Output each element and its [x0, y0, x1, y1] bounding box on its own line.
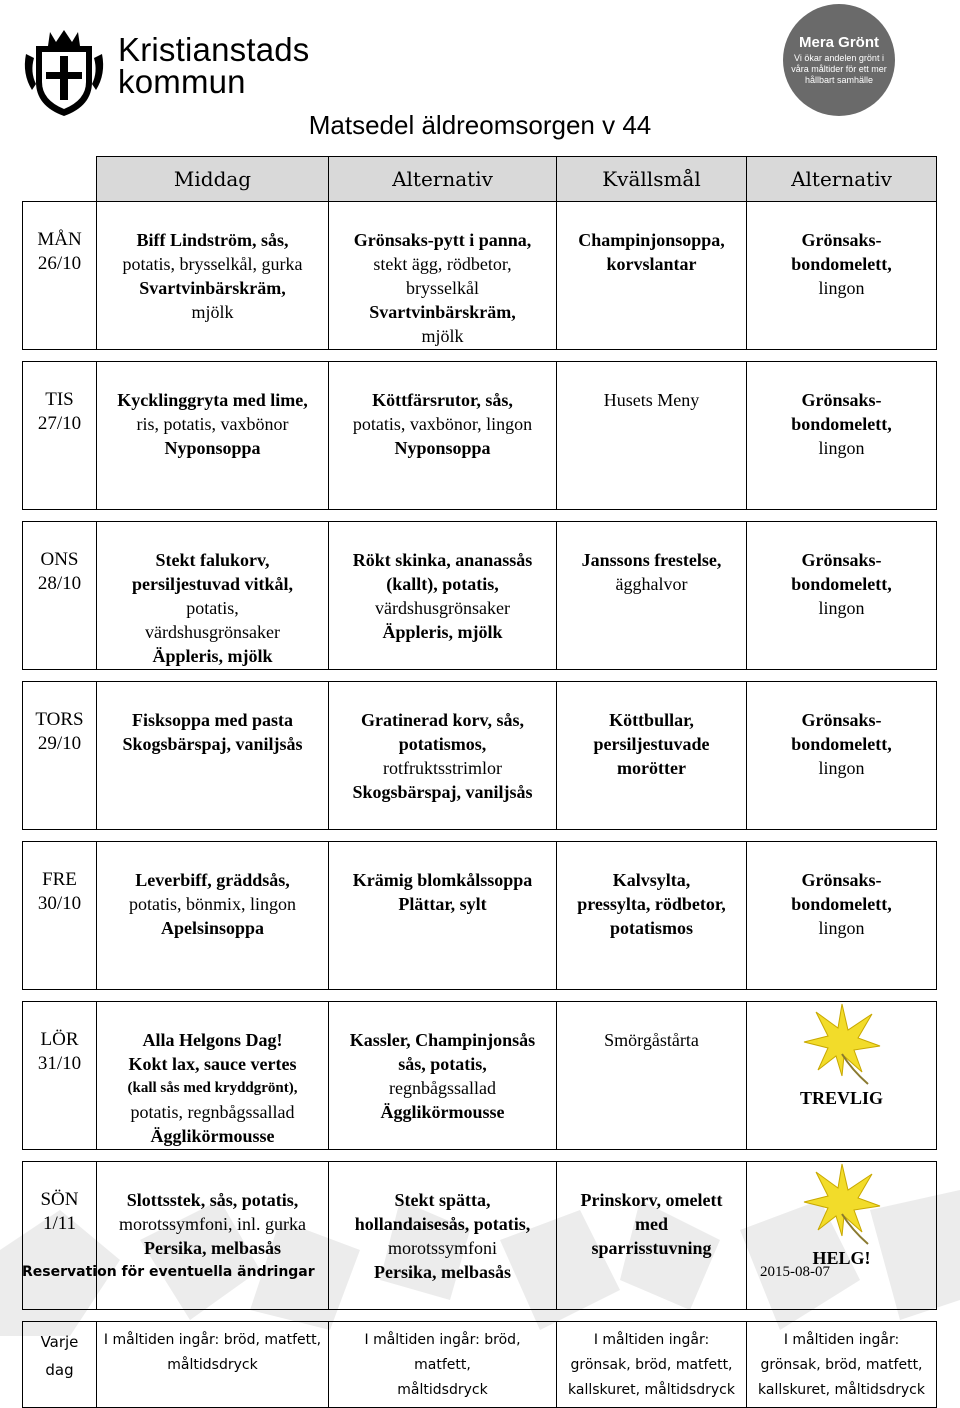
reservation-note: Reservation för eventuella ändringar [22, 1264, 315, 1280]
menu-cell [747, 842, 937, 990]
dish-line: bondomelett, [791, 414, 892, 434]
column-header-row [23, 157, 937, 202]
dish-line: hollandaisesås, potatis, [354, 1214, 531, 1234]
day-row [23, 362, 937, 510]
day-name: MÅN [37, 229, 82, 250]
menu-cell [747, 682, 937, 830]
dish-line: Rökt skinka, ananassås [352, 550, 533, 570]
dish-line: HELG! [812, 1248, 871, 1268]
menu-cell [557, 362, 747, 510]
menu-cell [329, 202, 557, 350]
dish-line: Grönsaks- [801, 230, 882, 250]
dish-line: ris, potatis, vaxbönor [136, 414, 289, 434]
dish-line: Köttbullar, [609, 710, 694, 730]
dish-line: Husets Meny [603, 390, 700, 410]
dish-line: Janssons frestelse, [581, 550, 722, 570]
row-spacer [23, 1310, 937, 1322]
everyday-cell [97, 1322, 329, 1408]
mera-gront-badge [783, 4, 895, 116]
dish-line: potatismos [609, 918, 693, 938]
day-name: TIS [45, 389, 74, 410]
column-header: Alternativ [747, 157, 937, 202]
menu-cell [97, 1162, 329, 1310]
dish-line: Nyponsoppa [394, 438, 491, 458]
spacer-cell [23, 350, 937, 362]
dish-line: Gratinerad korv, sås, [360, 710, 524, 730]
day-row [23, 1002, 937, 1150]
day-cell [23, 522, 97, 670]
day-date: 1/11 [42, 1213, 77, 1234]
dish-line: potatis, bönmix, lingon [128, 894, 296, 914]
dish-line: Slottsstek, sås, potatis, [126, 1190, 299, 1210]
spacer-cell [23, 830, 937, 842]
dish-line: Köttfärsrutor, sås, [372, 390, 513, 410]
menu-table [22, 156, 937, 1408]
row-spacer [23, 510, 937, 522]
dish-line: Ägglikörmousse [150, 1126, 275, 1146]
menu-cell [557, 522, 747, 670]
document-date: 2015-08-07 [760, 1264, 830, 1280]
menu-cell [557, 1162, 747, 1310]
day-date: 31/10 [37, 1053, 82, 1074]
day-row [23, 842, 937, 990]
dish-line: med [635, 1214, 668, 1234]
menu-cell [97, 202, 329, 350]
dish-line: potatis, brysselkål, gurka [122, 254, 303, 274]
dish-line: potatis, [186, 598, 239, 618]
dish-line: TREVLIG [799, 1088, 884, 1108]
dish-line: sås, potatis, [398, 1054, 487, 1074]
day-row [23, 522, 937, 670]
dish-line: Apelsinsoppa [160, 918, 265, 938]
day-name: LÖR [40, 1029, 79, 1050]
day-name: ONS [40, 549, 79, 570]
dish-line: Skogsbärspaj, vaniljsås [352, 782, 533, 802]
menu-cell [747, 522, 937, 670]
menu-cell [747, 202, 937, 350]
menu-cell [329, 1162, 557, 1310]
dish-line: Prinskorv, omelett [580, 1190, 723, 1210]
spacer-cell [23, 510, 937, 522]
dish-line: Persika, melbasås [144, 1238, 281, 1258]
dish-line: Krämig blomkålssoppa [352, 870, 533, 890]
everyday-cell [557, 1322, 747, 1408]
corner-blank [23, 157, 97, 202]
coat-of-arms-icon [22, 24, 106, 120]
dish-line: persiljestuvade [593, 734, 710, 754]
day-date: 27/10 [37, 413, 82, 434]
dish-line: Kokt lax, sauce vertes [128, 1054, 297, 1074]
everyday-line: I måltiden ingår: bröd, matfett, [364, 1332, 521, 1373]
page-title: Matsedel äldreomsorgen v 44 [308, 110, 652, 140]
menu-cell [557, 682, 747, 830]
row-spacer [23, 1150, 937, 1162]
everyday-label [23, 1322, 97, 1408]
menu-cell [557, 202, 747, 350]
menu-cell [97, 362, 329, 510]
dish-line: Skogsbärspaj, vaniljsås [122, 734, 303, 754]
org-name-line1: Kristianstads [118, 31, 310, 68]
row-spacer [23, 830, 937, 842]
dish-line: bondomelett, [791, 894, 892, 914]
day-date: 26/10 [37, 253, 82, 274]
dish-line: morotssymfoni [387, 1238, 497, 1258]
dish-line: Champinjonsoppa, [578, 230, 725, 250]
day-row [23, 682, 937, 830]
dish-line: Svartvinbärskräm, [139, 278, 286, 298]
dish-line: potatismos, [398, 734, 487, 754]
menu-cell [329, 1002, 557, 1150]
dish-line: bondomelett, [791, 254, 892, 274]
yellow-leaf-icon [802, 1000, 882, 1086]
dish-line: mjölk [191, 302, 234, 322]
day-cell [23, 1162, 97, 1310]
day-date: 28/10 [37, 573, 82, 594]
dish-line: lingon [818, 438, 865, 458]
day-cell [23, 362, 97, 510]
menu-cell [557, 1002, 747, 1150]
everyday-label-line: Varje [40, 1333, 79, 1351]
everyday-line: kallskuret, måltidsdryck [758, 1382, 925, 1398]
menu-cell [329, 682, 557, 830]
column-header: Kvällsmål [557, 157, 747, 202]
dish-line: Äppleris, mjölk [382, 622, 503, 642]
spacer-cell [23, 670, 937, 682]
yellow-leaf-icon [802, 1160, 882, 1246]
dish-line: (kall sås med kryddgrönt), [127, 1080, 298, 1096]
dish-line: lingon [818, 758, 865, 778]
menu-cell [97, 682, 329, 830]
dish-line: morotssymfoni, inl. gurka [119, 1214, 306, 1234]
row-spacer [23, 990, 937, 1002]
dish-line: Leverbiff, gräddsås, [135, 870, 290, 890]
dish-line: potatis, vaxbönor, lingon [352, 414, 533, 434]
dish-line: korvslantar [606, 254, 697, 274]
everyday-line: grönsak, bröd, matfett, [570, 1357, 733, 1373]
day-name: SÖN [40, 1189, 79, 1210]
dish-line: regnbågssallad [389, 1078, 496, 1098]
day-cell [23, 842, 97, 990]
column-header: Alternativ [329, 157, 557, 202]
everyday-line: I måltiden ingår: [593, 1332, 710, 1348]
dish-line: Grönsaks- [801, 870, 882, 890]
menu-cell [329, 362, 557, 510]
day-cell [23, 202, 97, 350]
dish-line: morötter [617, 758, 686, 778]
dish-line: Svartvinbärskräm, [369, 302, 516, 322]
dish-line: Grönsaks-pytt i panna, [353, 230, 532, 250]
dish-line: Nyponsoppa [164, 438, 261, 458]
day-name: TORS [35, 709, 84, 730]
dish-line: ägghalvor [615, 574, 688, 594]
dish-line: potatis, regnbågssallad [130, 1102, 295, 1122]
menu-cell [329, 522, 557, 670]
spacer-cell [23, 1150, 937, 1162]
dish-line: lingon [818, 918, 865, 938]
spacer-cell [23, 990, 937, 1002]
dish-line: Äppleris, mjölk [152, 646, 273, 666]
menu-cell [747, 362, 937, 510]
dish-line: brysselkål [406, 278, 479, 298]
everyday-line: kallskuret, måltidsdryck [568, 1382, 735, 1398]
everyday-line: måltidsdryck [397, 1382, 488, 1398]
dish-line: Grönsaks- [801, 550, 882, 570]
dish-line: värdshusgrönsaker [145, 622, 280, 642]
menu-cell [97, 522, 329, 670]
everyday-label-line: dag [45, 1361, 74, 1379]
dish-line: Persika, melbasås [374, 1262, 511, 1282]
dish-line: lingon [818, 598, 865, 618]
everyday-line: I måltiden ingår: [783, 1332, 900, 1348]
everyday-cell [747, 1322, 937, 1408]
menu-cell [747, 1002, 937, 1150]
day-row [23, 1162, 937, 1310]
spacer-cell [23, 1310, 937, 1322]
dish-line: värdshusgrönsaker [375, 598, 510, 618]
day-date: 29/10 [37, 733, 82, 754]
row-spacer [23, 350, 937, 362]
dish-line: Kassler, Champinjonsås [349, 1030, 536, 1050]
dish-line: Stekt spätta, [394, 1190, 491, 1210]
municipality-logo [22, 24, 322, 124]
dish-line: Kycklinggryta med lime, [117, 390, 308, 410]
everyday-cell [329, 1322, 557, 1408]
dish-line: Biff Lindström, sås, [136, 230, 289, 250]
everyday-row [23, 1322, 937, 1408]
day-row [23, 202, 937, 350]
everyday-line: måltidsdryck [167, 1357, 258, 1373]
org-name-line2: kommun [118, 63, 246, 100]
day-date: 30/10 [37, 893, 82, 914]
dish-line: lingon [818, 278, 865, 298]
dish-line: bondomelett, [791, 734, 892, 754]
everyday-line: grönsak, bröd, matfett, [760, 1357, 923, 1373]
dish-line: Fisksoppa med pasta [131, 710, 294, 730]
dish-line: Grönsaks- [801, 710, 882, 730]
row-spacer [23, 670, 937, 682]
dish-line: Kalvsylta, [612, 870, 691, 890]
dish-line: pressylta, rödbetor, [577, 894, 726, 914]
dish-line: Stekt falukorv, [155, 550, 270, 570]
dish-line: stekt ägg, rödbetor, [373, 254, 512, 274]
dish-line: bondomelett, [791, 574, 892, 594]
menu-cell [557, 842, 747, 990]
dish-line: persiljestuvad vitkål, [131, 574, 293, 594]
day-cell [23, 682, 97, 830]
day-name: FRE [42, 869, 77, 890]
badge-title: Mera Grönt [798, 34, 879, 51]
day-cell [23, 1002, 97, 1150]
dish-line: Grönsaks- [801, 390, 882, 410]
menu-cell [329, 842, 557, 990]
dish-line: Smörgåstårta [604, 1030, 699, 1050]
everyday-line: I måltiden ingår: bröd, matfett, [103, 1332, 322, 1348]
badge-text: Vi ökar andelen grönt i våra måltider för ett mer hållbart samhälle [791, 53, 887, 85]
dish-line: Ägglikörmousse [380, 1102, 505, 1122]
dish-line: sparrisstuvning [591, 1238, 712, 1258]
dish-line: rotfruktsstrimlor [383, 758, 502, 778]
dish-line: Plättar, sylt [398, 894, 487, 914]
menu-cell [97, 1002, 329, 1150]
dish-line: mjölk [421, 326, 464, 346]
dish-line: (kallt), potatis, [386, 574, 499, 594]
dish-line: Alla Helgons Dag! [142, 1030, 283, 1050]
menu-cell [747, 1162, 937, 1310]
menu-cell [97, 842, 329, 990]
column-header: Middag [97, 157, 329, 202]
